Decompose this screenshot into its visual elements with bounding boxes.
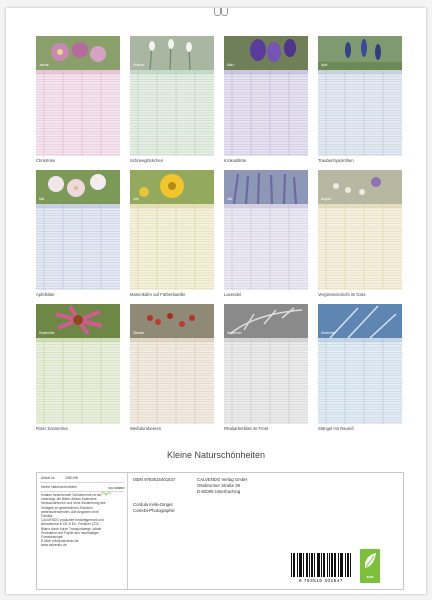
month-photo <box>318 36 402 70</box>
legal-line: Produktion und Papier aus nachhaltiger <box>41 530 99 535</box>
author-line-1: Cordula Kelle-Dingel <box>133 502 173 507</box>
month-photo <box>318 170 402 204</box>
binding-ring-left <box>214 8 221 16</box>
month-planner-grid <box>224 70 308 156</box>
month-photo <box>224 36 308 70</box>
legal-line: Gewähr. <box>41 514 54 519</box>
month-planner-grid <box>36 70 120 156</box>
isbn: ISBN 9783516401547 <box>133 477 176 482</box>
month-label: August <box>321 197 331 201</box>
month-caption: Vergissmeinnicht im Gras <box>318 292 366 297</box>
month-caption: Christrose <box>36 158 56 163</box>
barcode-digits: 9 783516 401547 <box>298 578 344 583</box>
eco-label: eco <box>366 574 374 579</box>
month-label: Mai <box>39 197 45 201</box>
publisher-line-2: Ottobrunner Straße 39 <box>197 483 240 488</box>
calendar-title: Kleine Naturschönheiten <box>166 450 266 460</box>
month-caption: Schneeglöckchen <box>130 158 164 163</box>
month-caption: Krokusblüte <box>224 158 247 163</box>
calvendo-logo <box>99 485 125 493</box>
month-label: Juli <box>227 197 232 201</box>
author-line-2: CoKeDi-Photographie <box>133 508 175 513</box>
month-planner-grid <box>224 338 308 424</box>
month-planner-grid <box>318 338 402 424</box>
month-label: Februar <box>133 63 145 67</box>
month-photo <box>130 304 214 338</box>
month-planner-grid <box>318 70 402 156</box>
legal-line: untersagt, die Bilder dieses Kalenders <box>41 497 97 502</box>
month-planner-grid <box>36 338 120 424</box>
month-photo <box>224 304 308 338</box>
month-photo <box>130 36 214 70</box>
legal-line: Inhaber bestehender Schutzrechte ist es <box>41 493 101 497</box>
legal-text <box>41 493 106 548</box>
eco-badge <box>360 549 380 583</box>
month-photo <box>36 304 120 338</box>
month-caption: Roter Sonnenhut <box>36 426 68 431</box>
month-caption: Apfelblüte <box>36 292 55 297</box>
month-label: November <box>227 331 242 335</box>
month-label: Dezember <box>321 331 336 335</box>
barcode <box>289 553 353 585</box>
binding-ring-right <box>221 8 228 16</box>
publisher-logo-text: CALVENDO <box>108 486 125 490</box>
month-photo <box>36 36 120 70</box>
month-photo <box>130 170 214 204</box>
calendar-name: Kleine Naturschönheiten <box>41 485 77 489</box>
month-planner-grid <box>130 338 214 424</box>
month-caption: Rhabarberblatt im Frost <box>224 426 268 431</box>
publisher-line-3: D-82008 Unterhaching <box>197 489 241 494</box>
legal-line: E-Mail: info@calvendo.de <box>41 539 79 544</box>
publisher-line-1: CALVENDO Verlag GmbH <box>197 477 248 482</box>
legal-line: Forstwirtschaft. <box>41 535 64 540</box>
month-label: September <box>39 331 55 335</box>
legal-line: herauszutrennen und ohne Zustimmung des <box>41 501 106 506</box>
month-caption: Lavendel <box>224 292 241 297</box>
month-planner-grid <box>130 204 214 290</box>
legal-line: Bilanz durch kurze Transportwege, lokale <box>41 526 102 531</box>
month-photo <box>36 170 120 204</box>
month-planner-grid <box>36 204 120 290</box>
calendar-back-page <box>6 8 426 594</box>
month-caption: Marienkäfer auf Färberkamille <box>130 292 186 297</box>
info-panel <box>36 472 404 590</box>
month-label: April <box>321 63 328 67</box>
month-planner-grid <box>318 204 402 290</box>
month-label: Oktober <box>133 331 145 335</box>
article-number-value: 2050198 <box>65 476 78 480</box>
month-label: März <box>227 63 235 67</box>
month-planner-grid <box>130 70 214 156</box>
legal-line: klimaneutral in DE & EU. Positiver CO2- <box>41 522 100 527</box>
month-caption: Stängel mit Raureif <box>318 426 354 431</box>
month-caption: Traubenhyazinthen <box>318 158 354 163</box>
legal-line: www.calvendo.de <box>41 543 67 548</box>
legal-line: CALVENDO produziert bedarfsgerecht und <box>41 518 104 523</box>
legal-line: Verlages zu gewerblichen Zwecken <box>41 505 93 510</box>
legal-line: weiterzuverwenden. Alle Angaben ohne <box>41 509 99 514</box>
month-planner-grid <box>224 204 308 290</box>
article-number-label: Artikel-Nr. <box>41 476 56 480</box>
month-photo <box>224 170 308 204</box>
month-caption: Weißdornbeeren <box>130 426 162 431</box>
month-label: Januar <box>39 63 49 67</box>
month-label: Juni <box>133 197 139 201</box>
month-photo <box>318 304 402 338</box>
